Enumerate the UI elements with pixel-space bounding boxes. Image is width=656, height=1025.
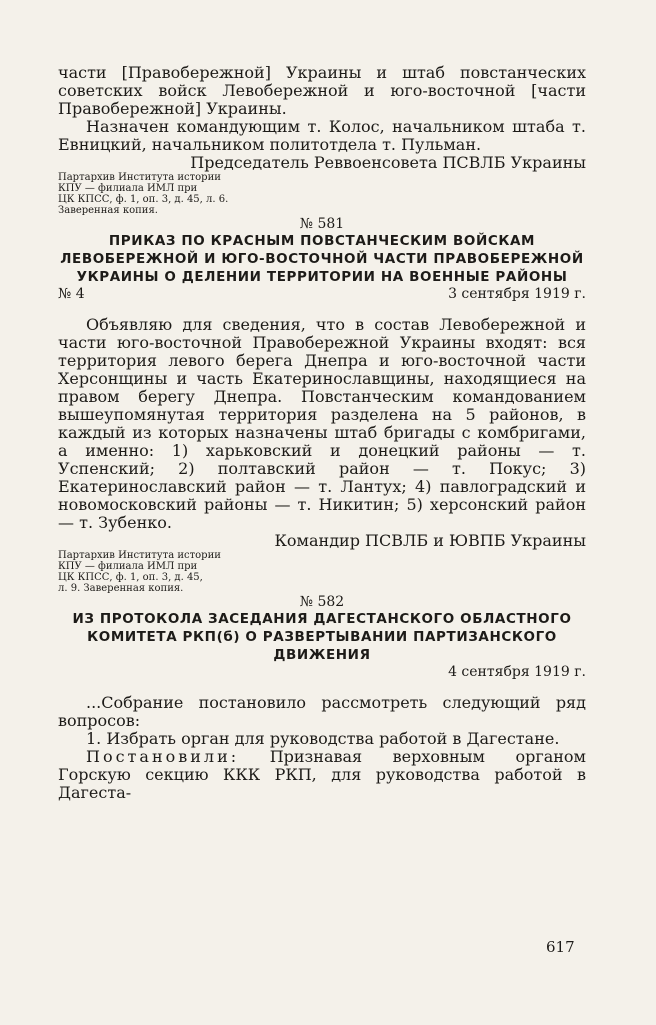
order-number: № 4 <box>58 286 85 302</box>
document-title-581: ПРИКАЗ ПО КРАСНЫМ ПОВСТАНЧЕСКИМ ВОЙСКАМ ЛЕВОБЕРЕЖНОЙ И ЮГО-ВОСТОЧНОЙ ЧАСТИ ПРАВОБЕРЕЖНОЙ УКРАИНЫ О ДЕЛЕНИИ ТЕРРИТОРИИ НА ВОЕННЫЕ РАЙОНЫ <box>60 233 584 285</box>
order-date: 3 сентября 1919 г. <box>448 286 586 302</box>
protocol-resolution <box>58 748 586 802</box>
document-number-582: № 582 <box>299 594 345 610</box>
page-content <box>58 64 586 802</box>
order-number-date <box>58 286 586 302</box>
protocol-intro: ...Собрание постановило рассмотреть следующий ряд вопросов: <box>58 693 586 730</box>
continuation-text: части [Правобережной] Украины и штаб повстанческих советских войск Левобережной и юго-восточной [части Правобережной] Украины. <box>58 63 586 118</box>
document-title-582: ИЗ ПРОТОКОЛА ЗАСЕДАНИЯ ДАГЕСТАНСКОГО ОБЛАСТНОГО КОМИТЕТА РКП(б) О РАЗВЕРТЫВАНИИ ПАРТИЗАНСКОГО ДВИЖЕНИЯ <box>72 611 572 663</box>
document-number-581: № 581 <box>299 216 345 232</box>
signature-commander: Командир ПСВЛБ и ЮВПБ Украины <box>274 531 586 550</box>
archive-source-1: Партархив Института истории КПУ — филиала ИМЛ при ЦК КПСС, ф. 1, оп. 3, д. 45, л. 6. Заверенная копия. <box>58 172 229 216</box>
resolved-label: Постановили: <box>86 747 240 766</box>
page-number: 617 <box>546 938 575 956</box>
protocol-date: 4 сентября 1919 г. <box>448 664 586 680</box>
order-body: Объявляю для сведения, что в состав Левобережной и части юго-восточной Правобережной Украины входят: вся территория левого берега Днепра и юго-восточной части Херсонщины и часть Екатеринославщины, находящиеся на правом берегу Днепра. Повстанческим командованием вышеупомянутая территория разделена на 5 районов, в каждый из которых назначены штаб бригады с комбригами, а именно: 1) харьковский и донецкий районы — т. Успенский; 2) полтавский район — т. Покус; 3) Екатеринославский район — т. Лантух; 4) павлоградский и новомосковский районы — т. Никитин; 5) херсонский район — т. Зубенко. <box>58 315 586 532</box>
appointment-text: Назначен командующим т. Колос, начальником штаба т. Евницкий, начальником политотдела т. Пульман. <box>58 117 586 154</box>
signature-chairman: Председатель Реввоенсовета ПСВЛБ Украины <box>190 153 586 172</box>
resolved-text: Признавая верховным органом Горскую секцию ККК РКП, для руководства работой в Дагеста- <box>58 747 586 802</box>
archive-source-2: Партархив Института истории КПУ — филиала ИМЛ при ЦК КПСС, ф. 1, оп. 3, д. 45, л. 9. Заверенная копия. <box>58 550 221 594</box>
protocol-item-1: 1. Избрать орган для руководства работой в Дагестане. <box>86 729 560 748</box>
